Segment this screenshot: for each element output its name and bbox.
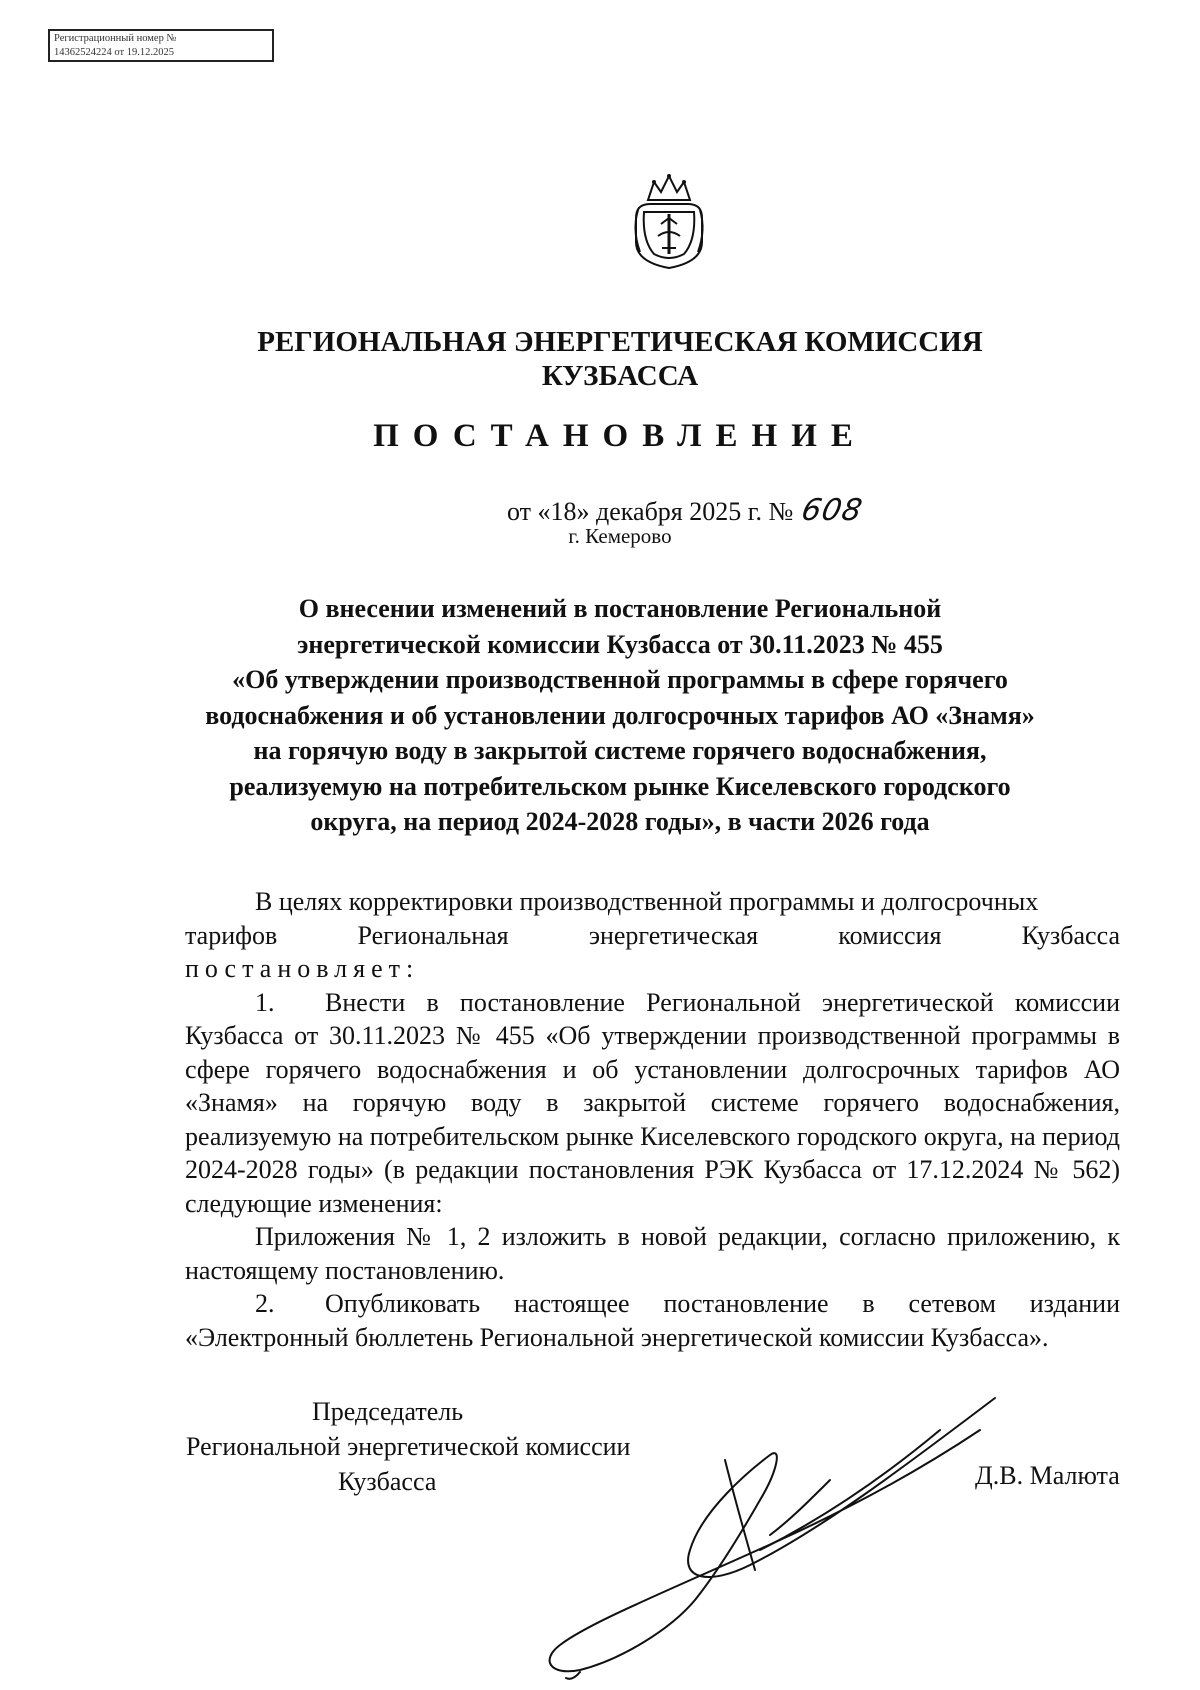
coat-of-arms-icon [628, 170, 710, 270]
date-line [507, 493, 866, 528]
item-1-number: 1. [255, 987, 275, 1017]
intro-line: В целях корректировки производственной программы и долгосрочных [255, 887, 1039, 916]
item-1-subitem: Приложения № 1, 2 изложить в новой редакции, согласно приложению, к настоящему постановлению. [185, 1222, 1120, 1285]
intro-word: Кузбасса [1021, 920, 1120, 950]
organization-title-line-1: РЕГИОНАЛЬНАЯ ЭНЕРГЕТИЧЕСКАЯ КОМИССИЯ [257, 326, 983, 358]
signatory-title-line-3: Кузбасса [338, 1467, 437, 1496]
intro-word: энергетическая [588, 920, 759, 950]
document-type: ПОСТАНОВЛЕНИЕ [373, 418, 867, 454]
intro-word: Региональная [357, 920, 509, 950]
item-2-text: Опубликовать настоящее постановление в сетевом издании «Электронный бюллетень Региональной энергетической комиссии Кузбасса». [185, 1289, 1120, 1352]
organization-title [0, 325, 1200, 393]
item-2-number: 2. [255, 1289, 275, 1318]
intro-word: тарифов [185, 920, 278, 950]
resolves-word: постановляет: [185, 954, 420, 983]
subject-line: водоснабжения и об установлении долгосрочных тарифов АО «Знамя» [205, 700, 1035, 730]
registration-label: Регистрационный номер № [54, 33, 177, 44]
handwritten-signature [520, 1360, 1010, 1680]
document-body [185, 885, 1120, 1354]
subject-line: «Об утверждении производственной программы в сфере горячего [232, 665, 1008, 694]
signatory-name: Д.В. Малюта [975, 1461, 1120, 1490]
registration-stamp [48, 29, 274, 62]
registration-number: 14362524224 от 19.12.2025 [54, 47, 174, 58]
organization-title-line-2: КУЗБАССА [541, 360, 699, 392]
document-subject [190, 591, 1050, 840]
item-2 [185, 1287, 1120, 1354]
subject-line: округа, на период 2024-2028 годы», в части 2026 года [310, 807, 930, 836]
city: г. Кемерово [568, 524, 672, 548]
signatory-title-line-2: Региональной энергетической комиссии [186, 1432, 631, 1461]
subject-line: О внесении изменений в постановление Региональной [298, 594, 942, 623]
subject-line: на горячую воду в закрытой системе горячего водоснабжения, [253, 736, 987, 765]
item-1 [185, 986, 1120, 1221]
document-number: 608 [798, 493, 866, 528]
intro-word: комиссия [838, 920, 942, 950]
intro-spread-line [185, 919, 1120, 953]
subject-line: энергетической комиссии Кузбасса от 30.11.2023 № 455 [297, 629, 943, 659]
document-date: от «18» декабря 2025 г. № [507, 497, 794, 526]
item-1-text: Внести в постановление Региональной энергетической комиссии Кузбасса от 30.11.2023 № 455 «Об утверждении производственной программы в сфере горячего водоснабжения и об установлении долгосрочных тарифов АО «Знамя» на горячую воду в закрытой системе горячего водоснабжения, реализуемую на потребительском рынке Киселевского городского округа, на период 2024-2028 годы» (в редакции постановления РЭК Кузбасса от 17.12.2024 № 562) следующие изменения: [185, 987, 1120, 1218]
subject-line: реализуемую на потребительском рынке Киселевского городского [229, 771, 1011, 801]
signatory-title-line-1: Председатель [312, 1397, 464, 1426]
